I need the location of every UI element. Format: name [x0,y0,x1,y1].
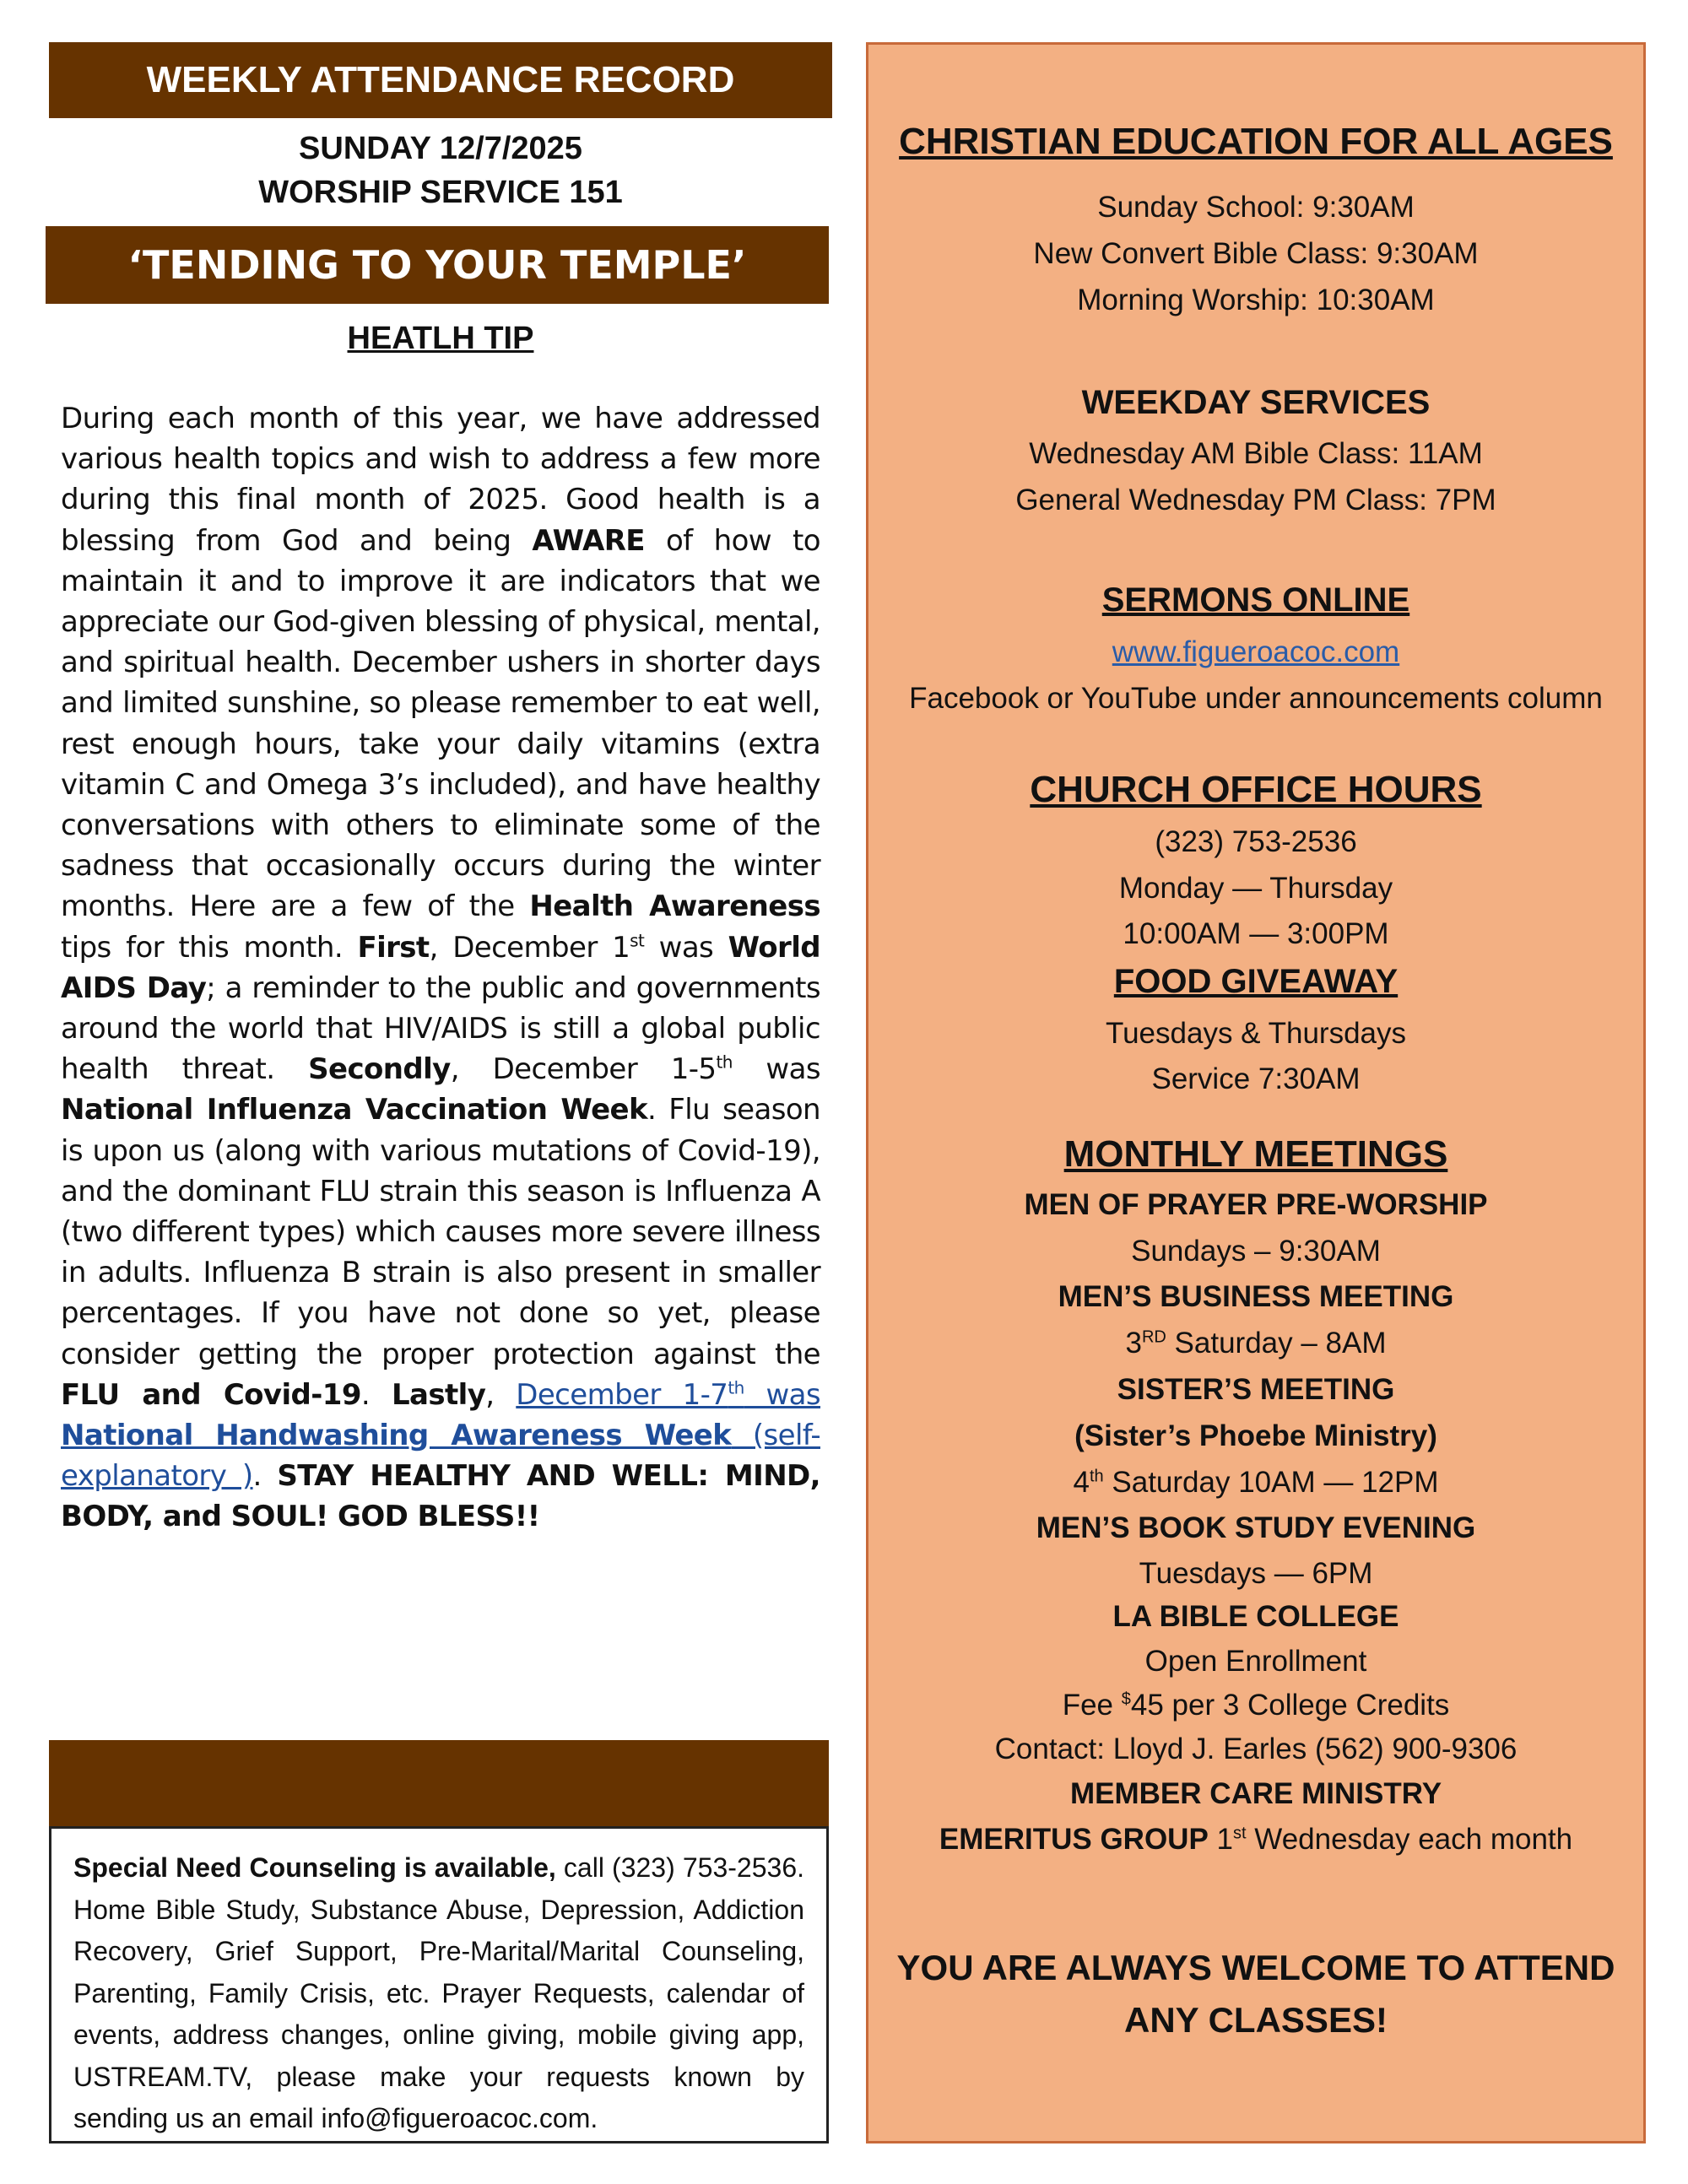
weekday-title: WEEKDAY SERVICES [1081,384,1431,421]
attendance-title: WEEKLY ATTENDANCE RECORD [146,59,735,100]
book-study-title: MEN’S BOOK STUDY EVENING [1036,1511,1476,1544]
theme-bar [46,226,829,304]
website-link[interactable]: www.figueroacoc.com [1112,635,1400,668]
bible-college-enrollment: Open Enrollment [1144,1645,1367,1678]
sermons-title: SERMONS ONLINE [1101,581,1410,619]
food-giveaway-title: FOOD GIVEAWAY [1113,963,1399,1000]
service-subheader [49,127,832,214]
education-line: Morning Worship: 10:30AM [1077,284,1435,316]
men-prayer-time: Sundays – 9:30AM [1131,1235,1381,1268]
food-service: Service 7:30AM [1151,1062,1361,1095]
theme-title: ‘TENDING TO YOUR TEMPLE’ [127,242,747,288]
health-tip-body: During each month of this year, we have addressed various health topics and wish to address a few more during this final month of 2025. Good health is a blessing from God and being AWARE of how to maintain it and to improve it are indicators that we appreciate our God-given blessing of physical, mental, and spiritual health. December ushers in shorter days and limited sunshine, so please remember to eat well, rest enough hours, take your daily vitamins (extra vitamin C and Omega 3’s included), and have healthy conversations with others to eliminate some of the sadness that occasionally occurs during the winter months. Here are a few of the Health Awareness tips for this month. First, December 1st was World AIDS Day; a reminder to the public and governments around the world that HIV/AIDS is still a global public health threat. Secondly, December 1-5th was National Influenza Vaccination Week. Flu season is upon us (along with various mutations of Covid-19), and the dominant FLU strain this season is Influenza A (two different types) which causes more severe illness in adults. Influenza B strain is also present in smaller percentages. If you have not done so yet, please consider getting the proper protection against the FLU and Covid-19. Lastly, December 1-7th was National Handwashing Awareness Week (self-explanatory ). STAY HEALTHY AND WELL: MIND, BODY, and SOUL! GOD BLESS!! [61,402,821,1534]
service-date: SUNDAY 12/7/2025 [299,131,582,166]
counseling-box [49,1826,829,2143]
monthly-meetings-title: MONTHLY MEETINGS [1063,1133,1448,1175]
education-line: Sunday School: 9:30AM [1097,191,1415,224]
office-hours-title: CHURCH OFFICE HOURS [1030,769,1482,810]
attendance-header-bar [49,42,832,118]
bible-college-title: LA BIBLE COLLEGE [1112,1600,1399,1633]
office-days: Monday — Thursday [1118,872,1393,905]
sisters-meeting-title: SISTER’S MEETING [1117,1373,1395,1406]
counseling-header-bar [49,1740,829,1826]
sisters-meeting-time: 4th Saturday 10AM — 12PM [1073,1466,1439,1499]
emeritus-group: EMERITUS GROUP 1st Wednesday each month [939,1823,1573,1856]
education-line: New Convert Bible Class: 9:30AM [1033,237,1479,270]
food-days: Tuesdays & Thursdays [1106,1017,1406,1050]
men-business-title: MEN’S BUSINESS MEETING [1058,1280,1454,1313]
member-care-title: MEMBER CARE MINISTRY [1069,1777,1442,1810]
service-number: WORSHIP SERVICE 151 [258,175,623,210]
sisters-meeting-subtitle: (Sister’s Phoebe Ministry) [1074,1419,1437,1452]
education-title: CHRISTIAN EDUCATION FOR ALL AGES [899,121,1613,162]
church-info-panel [866,42,1646,2143]
office-hours: 10:00AM — 3:00PM [1123,917,1389,950]
book-study-time: Tuesdays — 6PM [1139,1557,1373,1590]
weekday-line: Wednesday AM Bible Class: 11AM [1029,437,1483,470]
weekday-line: General Wednesday PM Class: 7PM [1015,484,1496,516]
men-prayer-title: MEN OF PRAYER PRE-WORSHIP [1024,1188,1488,1221]
sermons-note: Facebook or YouTube under announcements column [909,682,1603,715]
men-business-time: 3RD Saturday – 8AM [1125,1327,1387,1360]
office-phone: (323) 753-2536 [1155,825,1357,858]
health-tip-heading: HEATLH TIP [347,321,534,356]
counseling-body: call (323) 753-2536. Home Bible Study, Substance Abuse, Depression, Addiction Recovery, Grief Support, Pre-Marital/Marital Counseling, Parenting, Family Crisis, etc. Prayer Requests, calendar of events, address changes, online giving, mobile giving app, USTREAM.TV, please make your requests known by sending us an email info@figueroacoc.com. [73,1852,805,2133]
bible-college-contact: Contact: Lloyd J. Earles (562) 900-9306 [994,1733,1518,1765]
counseling-lead: Special Need Counseling is available, [73,1852,556,1883]
welcome-message: YOU ARE ALWAYS WELCOME TO ATTEND ANY CLASSES! [896,1948,1615,2040]
handwashing-week-link[interactable]: December 1-7th was National Handwashing Awareness Week (self-explanatory ) [61,1377,821,1494]
bible-college-fee: Fee $45 per 3 College Credits [1062,1689,1450,1722]
